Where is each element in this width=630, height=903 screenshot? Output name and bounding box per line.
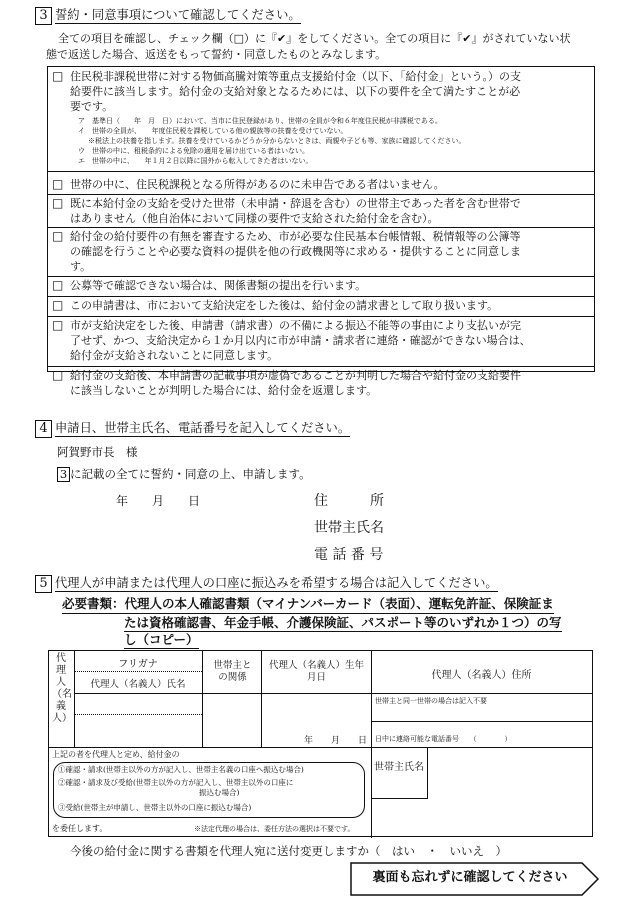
pledge-item-3-line2: はありません（他自治体において同様の要件で支給された給付金を含む）。 [70, 212, 439, 225]
pledge-item-3-line1: 既に本給付金の支給を受けた世帯（未申請・辞退を含む）の世帯主であった者を含む世帯で [70, 197, 521, 210]
pledge-item-1-line2: 給要件に該当します。給付金の支給対象となるためには、以下の要件を全て満たすことが必 [70, 85, 521, 98]
requirement-a: ア 基準日（ 年 月 日）において、当市に住民登録があり、世帯の全員が令和６年度住民税が非課税である。 [78, 117, 442, 125]
required-documents-line3-wrap [62, 631, 562, 648]
section3-number: 3 [35, 7, 52, 25]
row-divider [48, 366, 594, 367]
daytime-phone-label[interactable]: 日中に連絡可能な電話番号 （ ） [375, 735, 512, 743]
required-documents [62, 595, 562, 648]
name-dotted-line [74, 714, 202, 715]
row-divider [74, 693, 371, 694]
row-divider [371, 721, 592, 722]
pledge-checkbox-8[interactable]: □ [52, 368, 64, 382]
col-divider [202, 651, 203, 747]
head-name-label: 世帯主氏名 [374, 762, 424, 773]
delegation-option-2-line1[interactable]: ②確認・請求及び受給(世帯主以外の方が記入し、世帯主以外の口座に [58, 778, 294, 787]
pledge-item-7-line2: 了せず、かつ、支給決定から１か月以内に市が申請・請求者に連絡・確認ができない場合は、 [70, 334, 531, 347]
pledge-item-4-line1: 給付金の給付要件の有無を審査するため、市が必要な住民基本台帳情報、税情報等の公簿等 [70, 230, 521, 243]
row-divider [48, 296, 594, 297]
reminder-text: 裏面も忘れずに確認してください [372, 870, 568, 885]
pledge-item-8 [70, 368, 588, 398]
section4-title: 申請日、世帯主氏名、電話番号を記入してください。 [55, 421, 351, 435]
pledge-checkbox-5[interactable]: □ [52, 278, 64, 292]
required-documents-line2-wrap [62, 614, 562, 631]
furigana-divider [74, 671, 202, 672]
same-household-note: 世帯主と同一世帯の場合は記入不要 [375, 697, 487, 705]
pledge-item-2: 世帯の中に、住民税課税となる所得があるのに未申告である者はいません。 [70, 178, 445, 191]
address-label: 住 所 [314, 493, 384, 509]
relation-label: 世帯主との関係 [213, 660, 252, 683]
row-divider [48, 194, 594, 195]
legal-representative-note: ※法定代理の場合は、委任方法の選択は不要です。 [194, 825, 355, 833]
dotted-line [74, 671, 202, 672]
row-divider [48, 171, 594, 172]
section-reference-box: 3 [57, 467, 70, 482]
section3-heading [35, 6, 301, 25]
section5-number: 5 [35, 575, 52, 593]
pledge-item-7-line3: 給付金が支給されないことに同意します。 [70, 349, 279, 362]
section5-title: 代理人が申請または代理人の口座に振込みを希望する場合は記入してください。 [55, 576, 498, 590]
birthdate-label: 代理人（名義人）生年月日 [269, 660, 365, 683]
agent-vertical-label: 代理人（名義人） [52, 653, 72, 724]
row-divider [371, 693, 592, 694]
section4-heading [35, 419, 350, 438]
section3-title: 誓約・同意事項について確認してください。 [55, 8, 301, 22]
pledge-checkbox-7[interactable]: □ [52, 318, 64, 332]
requirement-u: ウ 世帯の中に、租税条約による免除の適用を届け出ている者はいない。 [78, 147, 309, 155]
pledge-item-5: 公募等で確認できない場合は、関係書類の提出を行います。 [70, 279, 367, 292]
pledge-item-3 [70, 196, 588, 226]
delegation-option-2-line2: 振込む場合) [199, 788, 240, 797]
application-date[interactable]: 年 月 日 [116, 494, 201, 508]
delegation-intro: 上記の者を代理人と定め、給付金の [52, 750, 180, 759]
furigana-label: フリガナ [118, 659, 158, 670]
requirement-note: ※税法上の扶養を指します。扶養を受けているかどうか分からないときは、両親や子ども等、家族に確認してください。 [88, 137, 466, 145]
pledge-statement [57, 466, 311, 483]
pledge-item-6: この申請書は、市において支給決定をした後は、給付金の請求書として取り扱います。 [70, 299, 499, 312]
agent-info-table [48, 650, 593, 837]
row-divider [48, 276, 594, 277]
send-to-agent-question[interactable]: 今後の給付金に関する書類を代理人宛に送付変更しますか（ はい ・ いいえ ） [70, 844, 507, 858]
section5-heading [35, 574, 498, 593]
dotted-line [74, 714, 202, 715]
requirement-i: イ 世帯の全員が、 年度住民税を課税している他の親族等の扶養を受けていない。 [78, 127, 348, 135]
pledge-item-1 [70, 69, 588, 114]
required-documents-line3: し（コピー） [124, 632, 199, 647]
agent-address-label: 代理人（名義人）住所 [431, 670, 532, 681]
pledge-checkbox-2[interactable]: □ [52, 177, 64, 191]
pledge-checkbox-4[interactable]: □ [52, 229, 64, 243]
requirement-e: エ 世帯の中に、 年１月２日以降に国外から転入してきた者はいない。 [78, 157, 313, 165]
birth-ymd[interactable]: 年 月 日 [303, 736, 367, 746]
row-divider [48, 227, 594, 228]
delegation-option-1[interactable]: ①確認・請求(世帯主以外の方が記入し、世帯主名義の口座へ振込む場合) [58, 765, 304, 774]
pledge-item-1-line3: 要です。 [70, 100, 114, 113]
pledge-item-8-line1: 給付金の支給後、本申請書の記載事項が虚偽であることが判明した場合や給付金の支給要件 [70, 369, 521, 382]
pledge-item-1-line1: 住民税非課税世帯に対する物価高騰対策等重点支援給付金（以下、「給付金」という。）の支 [70, 70, 521, 83]
row-divider [48, 316, 594, 317]
pledge-item-4-line2: の確認を行うことや必要な資料の提供を他の行政機関等に求める・提供することに同意しま [70, 245, 521, 258]
pledge-item-4-line3: す。 [70, 260, 92, 273]
pledge-checklist-box [47, 66, 595, 397]
addressee: 阿賀野市長 様 [57, 445, 138, 459]
pledge-item-7 [70, 318, 588, 363]
pledge-checkbox-6[interactable]: □ [52, 298, 64, 312]
section3-intro-line1: 全ての項目を確認し、チェック欄（□）に『✔』をしてください。全ての項目に『✔』がされていない状 [58, 32, 571, 45]
pledge-item-8-line2: に該当しないことが判明した場合には、給付金を返還します。 [70, 384, 378, 397]
phone-number-label: 電 話 番 号 [314, 547, 384, 563]
pledge-text: に記載の全てに誓約・同意の上、申請します。 [70, 467, 311, 481]
required-documents-line1: 必要書類：代理人の本人確認書類（マイナンバーカード（表面）、運転免許証、保険証ま [62, 595, 554, 614]
pledge-item-7-line1: 市が支給決定をした後、申請書（請求書）の不備による振込不能等の事由により支払いが完 [70, 319, 521, 332]
section3-intro-line2: 態で返送した場合、返送をもって誓約・同意したものとみなします。 [46, 48, 387, 61]
pledge-checkbox-1[interactable]: □ [52, 69, 64, 83]
row-divider [49, 747, 592, 748]
pledge-item-4 [70, 229, 588, 274]
delegation-option-3[interactable]: ③受給(世帯主が申請し、世帯主以外の口座に振込む場合) [58, 803, 252, 812]
required-documents-line2: たは資格確認書、年金手帳、介護保険証、パスポート等のいずれか１つ）の写 [124, 615, 562, 630]
delegation-end: を委任します。 [52, 824, 108, 833]
section4-number: 4 [35, 420, 52, 438]
pledge-checkbox-3[interactable]: □ [52, 196, 64, 210]
household-head-name-label: 世帯主氏名 [314, 520, 384, 536]
agent-name-label: 代理人（名義人）氏名 [90, 679, 186, 690]
